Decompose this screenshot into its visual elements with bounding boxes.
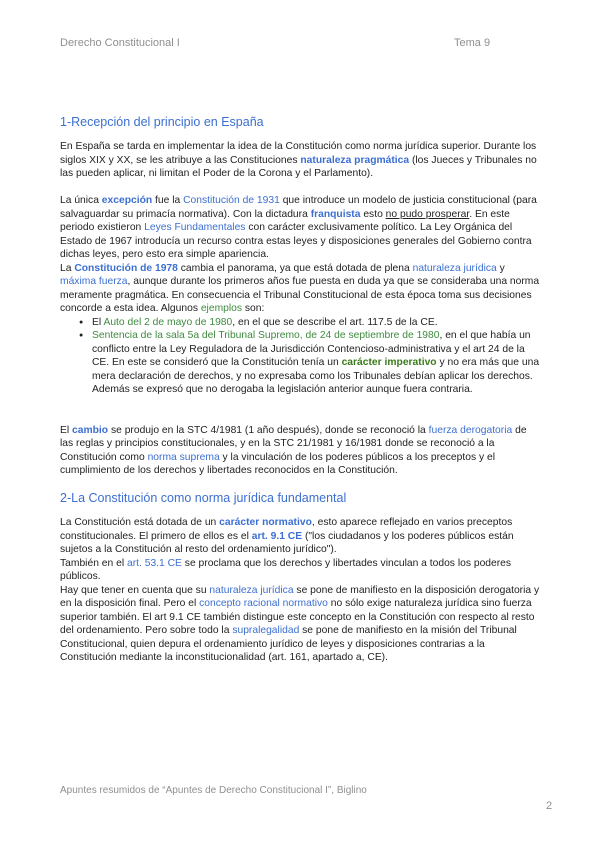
highlight-term: naturaleza jurídica [412, 262, 497, 274]
highlight-term: carácter normativo [219, 517, 312, 528]
list-item: ● El Auto del 2 de mayo de 1980, en el que se describe el art. 117.5 de la CE. [92, 316, 540, 330]
highlight-term: fuerza derogatoria [428, 424, 513, 436]
list-item: ● Sentencia de la sala 5a del Tribunal Supremo, de 24 de septiembre de 1980, en el que había un conflicto entre la Ley Reguladora de la Jurisdicción Contencioso-administrativa y el art 24 de la CE. En este se consideró que la Constitución tenía un carácter imperativo y no era más que una mera declaración de derechos, y no expresaba como los Tribunales debían aplicar los derechos. Además se expresó que no derogaba la legislación anterior aunque fuera contraria. [92, 329, 540, 397]
header-course: Derecho Constitucional I [60, 37, 180, 49]
highlight-term: Constitución de 1931 [183, 195, 280, 206]
highlight-term: excepción [101, 195, 153, 206]
header-topic: Tema 9 [454, 37, 491, 49]
highlight-term: concepto racional normativo [199, 598, 328, 609]
document-body [60, 115, 540, 665]
section-1-paragraph-2: La única excepción fue la Constitución de 1931 que introduce un modelo de justicia constitucional (para salvaguardar su primacía normativa). Con la dictadura franquista esto no pudo prosperar. En este periodo existieron Leyes Fundamentales con carácter exclusivamente político. La Ley Orgánica del Estado de 1967 introducía un recurso contra estas leyes y disposiciones generales del Gobierno contra dichas leyes, pero esto era simple apariencia. [60, 195, 537, 260]
examples-list [60, 316, 540, 397]
section-1-paragraph-4: El cambio se produjo en la STC 4/1981 (1 año después), donde se reconoció la fuerza derogatoria de las reglas y principios constitucionales, y en la STC 21/1981 y 16/1981 donde se reconoció a la Constitución como norma suprema y la vinculación de los poderes públicos a los preceptos y el cumplimiento de los derechos y libertades reconocidos en la Constitución. [60, 424, 527, 476]
highlight-term: Auto del 2 de mayo de 1980 [103, 316, 233, 328]
highlight-term: Sentencia de la sala 5a del Tribunal Supremo, de 24 de septiembre de 1980 [92, 330, 440, 341]
highlight-term: Constitución de 1978 [74, 262, 178, 274]
footer-citation: Apuntes resumidos de “Apuntes de Derecho Constitucional I”, Biglino [60, 785, 367, 796]
highlight-term: ejemplos [200, 303, 243, 314]
section-2-paragraph-3: Hay que tener en cuenta que su naturaleza jurídica se pone de manifiesto en la disposición derogatoria y en la disposición final. Pero el concepto racional normativo no sólo exige naturaleza jurídica sino fuerza superior también. El art 9.1 CE también distingue este concepto en la Constitución con respecto al resto del ordenamiento. Pero sobre todo la supralegalidad se pone de manifiesto en la misión del Tribunal Constitucional, quien depura el ordenamiento jurídico de leyes y disposiciones contrarias a la Constitución mediante la inconstitucionalidad (art. 161, apartado a, CE). [60, 584, 540, 663]
section-1-title: 1-Recepción del principio en España [60, 115, 264, 129]
highlight-term: art. 9.1 CE [251, 530, 303, 542]
highlight-term: máxima fuerza [60, 276, 128, 287]
highlight-term: naturaleza pragmática [300, 154, 410, 166]
highlight-term: naturaleza jurídica [209, 584, 294, 596]
underlined-text: no pudo prosperar [385, 208, 470, 220]
highlight-term: art. 53.1 CE [126, 557, 182, 569]
highlight-term: Leyes Fundamentales [144, 222, 246, 233]
highlight-term: supralegalidad [232, 625, 300, 636]
section-1-paragraph-1: En España se tarda en implementar la idea de la Constitución como norma jurídica superior. Durante los siglos XIX y XX, se les atribuye a las Constituciones naturaleza pragmática (los Jueces y Tribunales no las pueden aplicar, ni limitan el Poder de la Corona y el Parlamento). [60, 141, 537, 179]
highlight-term: norma suprema [147, 451, 220, 463]
page-number: 2 [546, 800, 553, 812]
section-1-paragraph-3: La Constitución de 1978 cambia el panorama, ya que está dotada de plena naturaleza jurídica y máxima fuerza, aunque durante los primeros años fue puesta en duda ya que se consideraba una norma meramente pragmática. En consecuencia el Tribunal Constitucional de esta época toma sus decisiones concorde a esta idea. Algunos ejemplos son: [60, 262, 540, 314]
highlight-term: franquista [310, 208, 361, 220]
section-2-paragraph-1: La Constitución está dotada de un carácter normativo, esto aparece reflejado en varios preceptos constitucionales. El primero de ellos es el art. 9.1 CE ("los ciudadanos y los poderes públicos están sujetos a la Constitución al resto del ordenamiento jurídico"). [60, 517, 514, 555]
section-2-paragraph-2: También en el art. 53.1 CE se proclama que los derechos y libertades vinculan a todos los poderes públicos. [60, 557, 512, 582]
highlight-term: carácter imperativo [341, 357, 437, 368]
highlight-term: cambio [72, 424, 109, 436]
section-2-title: 2-La Constitución como norma jurídica fundamental [60, 491, 347, 505]
